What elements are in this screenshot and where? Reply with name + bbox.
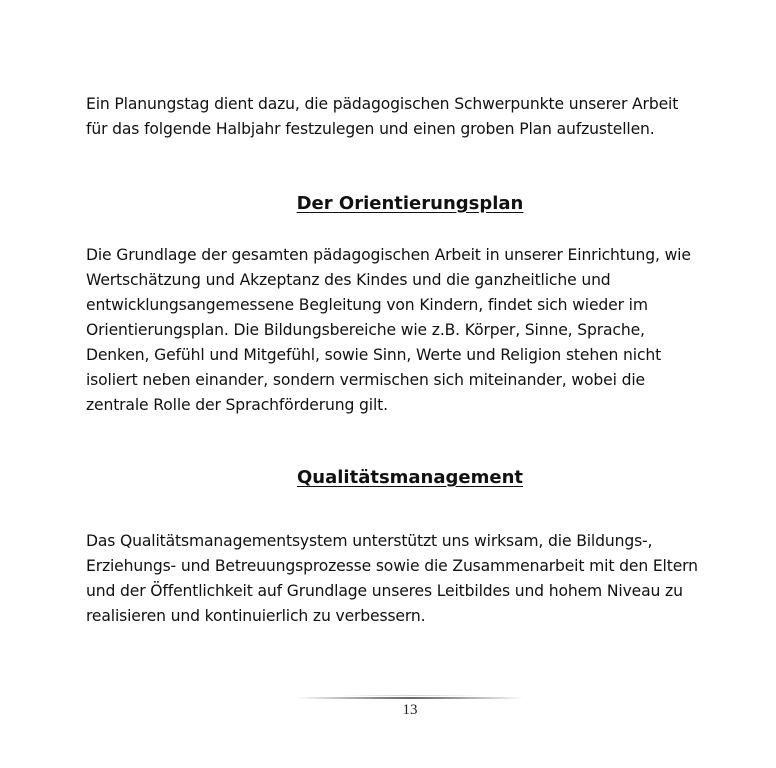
text-line: und der Öffentlichkeit auf Grundlage unseres Leitbildes und hohem Niveau zu <box>86 582 683 600</box>
text-line: Die Grundlage der gesamten pädagogischen Arbeit in unserer Einrichtung, wie <box>86 246 691 264</box>
qualitaetsmanagement-paragraph <box>86 529 746 629</box>
text-line: Das Qualitätsmanagementsystem unterstützt uns wirksam, die Bildungs-, <box>86 532 653 550</box>
text-line: realisieren und kontinuierlich zu verbessern. <box>86 607 426 625</box>
text-line: entwicklungsangemessene Begleitung von Kindern, findet sich wieder im <box>86 296 648 314</box>
footer-divider-highlight <box>340 695 480 696</box>
footer-divider <box>296 697 524 699</box>
text-line: isoliert neben einander, sondern vermischen sich miteinander, wobei die <box>86 371 645 389</box>
text-line: für das folgende Halbjahr festzulegen und einen groben Plan aufzustellen. <box>86 120 655 138</box>
text-line: Ein Planungstag dient dazu, die pädagogischen Schwerpunkte unserer Arbeit <box>86 95 679 113</box>
text-line: Wertschätzung und Akzeptanz des Kindes und die ganzheitliche und <box>86 271 611 289</box>
page-number: 13 <box>402 702 418 718</box>
text-line: Orientierungsplan. Die Bildungsbereiche wie z.B. Körper, Sinne, Sprache, <box>86 321 645 339</box>
text-line: Denken, Gefühl und Mitgefühl, sowie Sinn, Werte und Religion stehen nicht <box>86 346 662 364</box>
orientierungsplan-paragraph <box>86 243 746 418</box>
section-heading-qualitaetsmanagement: Qualitätsmanagement <box>296 467 523 488</box>
section-heading-orientierungsplan: Der Orientierungsplan <box>296 193 524 214</box>
text-line: zentrale Rolle der Sprachförderung gilt. <box>86 396 388 414</box>
text-line: Erziehungs- und Betreuungsprozesse sowie die Zusammenarbeit mit den Eltern <box>86 557 698 575</box>
intro-paragraph <box>86 92 746 142</box>
